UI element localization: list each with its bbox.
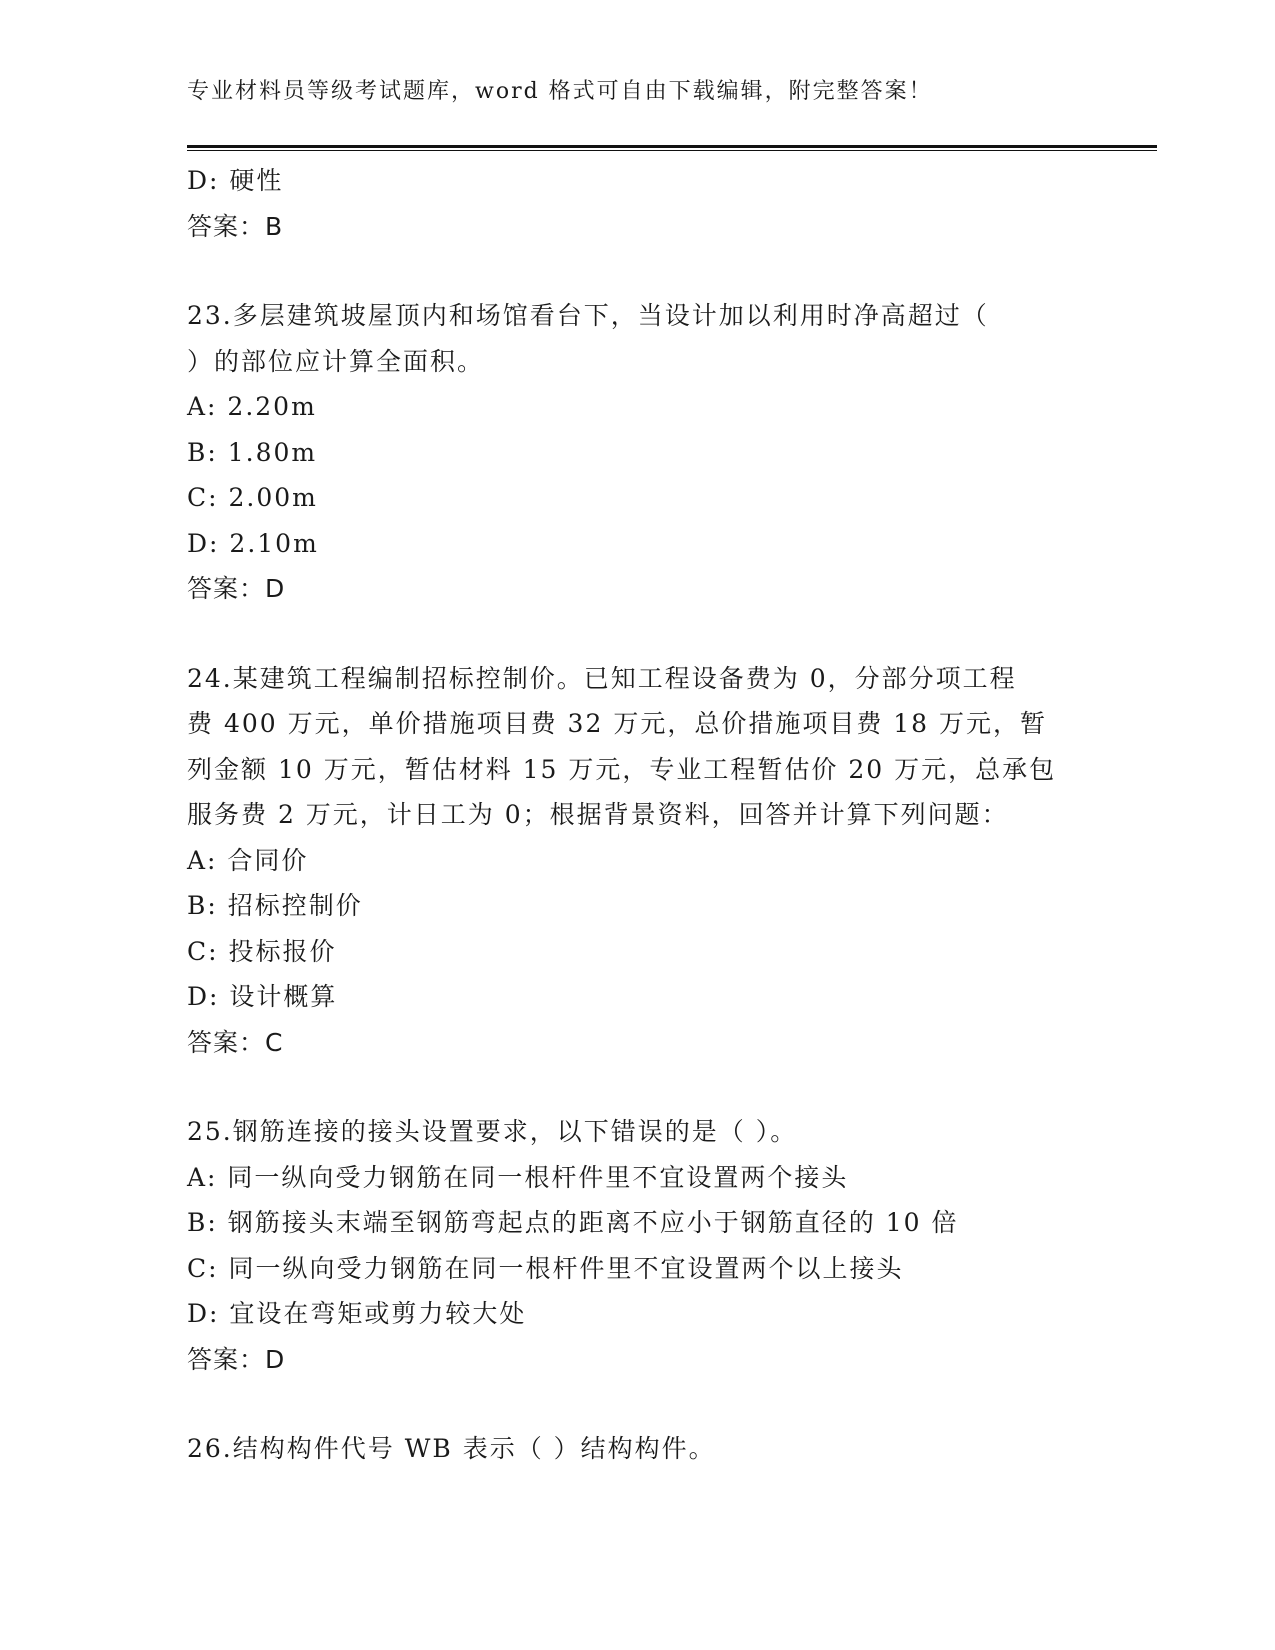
q24-answer: 答案：C	[187, 1027, 284, 1057]
q23-option-d: D: 2.10m	[187, 528, 319, 558]
header-rule-thin	[187, 150, 1157, 151]
q23-option-a: A: 2.20m	[187, 392, 317, 421]
page-header: 专业材料员等级考试题库，word 格式可自由下载编辑，附完整答案！	[187, 79, 933, 104]
q25-option-b: B: 钢筋接头末端至钢筋弯起点的距离不应小于钢筋直径的 10 倍	[187, 1208, 959, 1237]
question-content	[187, 158, 1087, 1472]
q23-option-c: C: 2.00m	[187, 483, 318, 512]
q25-option-c: C: 同一纵向受力钢筋在同一根杆件里不宜设置两个以上接头	[187, 1253, 904, 1283]
q26-stem: 26.结构构件代号 WB 表示（ ）结构构件。	[187, 1434, 716, 1463]
q24-stem-line1: 24.某建筑工程编制招标控制价。已知工程设备费为 0，分部分项工程	[187, 663, 1017, 693]
spacer	[187, 612, 1087, 656]
q23-stem-line1: 23.多层建筑坡屋顶内和场馆看台下，当设计加以利用时净高超过（	[187, 301, 989, 330]
q25-option-d: D: 宜设在弯矩或剪力较大处	[187, 1299, 527, 1328]
spacer	[187, 1382, 1087, 1426]
q23-answer: 答案：D	[187, 574, 286, 603]
q24-stem-line4: 服务费 2 万元，计日工为 0；根据背景资料，回答并计算下列问题：	[187, 800, 1009, 829]
q24-option-b: B: 招标控制价	[187, 891, 363, 920]
q25-option-a: A: 同一纵向受力钢筋在同一根杆件里不宜设置两个接头	[187, 1162, 849, 1192]
spacer	[187, 249, 1087, 293]
q23-stem-line2: ）的部位应计算全面积。	[187, 346, 485, 376]
q24-option-a: A: 合同价	[187, 845, 309, 875]
header-rule-thick	[187, 145, 1157, 148]
q23-option-b: B: 1.80m	[187, 437, 318, 467]
q25-stem: 25.钢筋连接的接头设置要求，以下错误的是（ ）。	[187, 1117, 798, 1146]
q24-stem-line2: 费 400 万元，单价措施项目费 32 万元，总价措施项目费 18 万元，暂	[187, 709, 1048, 738]
prev-answer: 答案：B	[187, 211, 284, 241]
q25-answer: 答案：D	[187, 1344, 286, 1374]
q24-stem-line3: 列金额 10 万元，暂估材料 15 万元，专业工程暂估价 20 万元，总承包	[187, 754, 1057, 784]
prev-option-d: D: 硬性	[187, 166, 284, 195]
q24-option-c: C: 投标报价	[187, 936, 337, 966]
q24-option-d: D: 设计概算	[187, 982, 338, 1011]
spacer	[187, 1065, 1087, 1109]
